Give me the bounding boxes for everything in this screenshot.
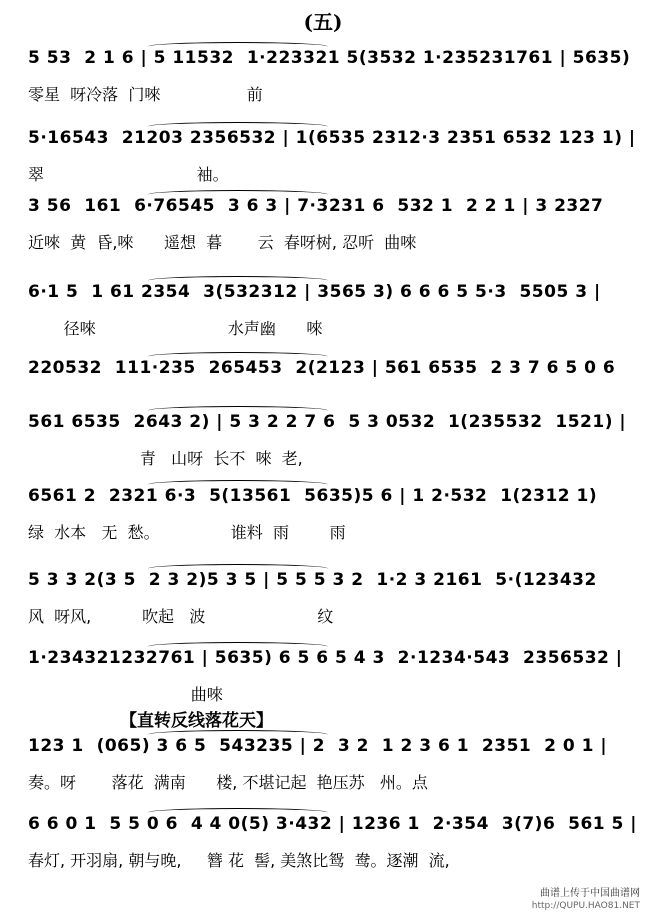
page-title: (五) bbox=[303, 10, 343, 34]
lyric-line: 风 呀风, 吹起 波 纹 bbox=[28, 607, 334, 626]
notation-line: 220532 111·235 265453 2(2123 | 561 6535 2 3 7 6 5 0 6 bbox=[28, 358, 616, 378]
slur-mark bbox=[148, 564, 328, 573]
slur-mark bbox=[148, 190, 328, 199]
slur-mark bbox=[148, 122, 328, 131]
notation-line: 123 1 (065) 3 6 5 543235 | 2 3 2 1 2 3 6 1 2351 2 0 1 | bbox=[28, 736, 608, 756]
lyric-line: 绿 水本 无 愁。 谁料 雨 雨 bbox=[28, 523, 346, 542]
lyric-line: 青 山呀 长不 唻 老, bbox=[28, 449, 303, 468]
watermark bbox=[490, 888, 640, 912]
notation-line: 5 3 3 2(3 5 2 3 2)5 3 5 | 5 5 5 3 2 1·2 3 2161 5·(123432 bbox=[28, 570, 597, 590]
notation-line: 5 53 2 1 6 | 5 11532 1·223321 5(3532 1·235231761 | 5635) bbox=[28, 48, 631, 68]
notation-line: 6561 2 2321 6·3 5(13561 5635)5 6 | 1 2·532 1(2312 1) bbox=[28, 486, 598, 506]
lyric-line: 零星 呀冷落 门唻 前 bbox=[28, 85, 263, 104]
watermark-url: http://QUPU.HAO81.NET bbox=[531, 901, 640, 911]
slur-mark bbox=[148, 642, 328, 651]
lyric-line: 奏。呀 落花 满南 楼, 不堪记起 艳压苏 州。点 bbox=[28, 773, 428, 792]
lyric-line: 翠 袖。 bbox=[28, 165, 229, 184]
notation-line: 561 6535 2643 2) | 5 3 2 2 7 6 5 3 0532 1(235532 1521) | bbox=[28, 412, 627, 432]
lyric-line: 径唻 水声幽 唻 bbox=[28, 319, 323, 338]
slur-mark bbox=[148, 42, 328, 51]
lyric-line: 曲唻 bbox=[28, 685, 223, 704]
lyric-line: 近唻 黄 昏,唻 遥想 暮 云 春呀树, 忍听 曲唻 bbox=[28, 233, 417, 252]
lyric-line: 春灯, 开羽扇, 朝与晚, 簪 花 髻, 美煞比鸳 鸯。逐潮 流, bbox=[28, 851, 450, 870]
slur-mark bbox=[148, 352, 328, 361]
slur-mark bbox=[148, 480, 328, 489]
notation-line: 6 6 0 1 5 5 0 6 4 4 0(5) 3·432 | 1236 1 2·354 3(7)6 561 5 | bbox=[28, 814, 637, 834]
notation-line: 3 56 161 6·76545 3 6 3 | 7·3231 6 532 1 2 2 1 | 3 2327 bbox=[28, 196, 604, 216]
watermark-title: 曲谱上传于中国曲谱网 bbox=[540, 888, 640, 899]
slur-mark bbox=[148, 406, 328, 415]
slur-mark bbox=[148, 730, 328, 739]
notation-line: 5·16543 21203 2356532 | 1(6535 2312·3 2351 6532 123 1) | bbox=[28, 128, 636, 148]
slur-mark bbox=[148, 276, 328, 285]
notation-line: 1·234321232761 | 5635) 6 5 6 5 4 3 2·1234·543 2356532 | bbox=[28, 648, 623, 668]
notation-line: 6·1 5 1 61 2354 3(532312 | 3565 3) 6 6 6 5 5·3 5505 3 | bbox=[28, 282, 601, 302]
section-mark: 【直转反线落花天】 bbox=[120, 711, 273, 731]
slur-mark bbox=[148, 808, 328, 817]
